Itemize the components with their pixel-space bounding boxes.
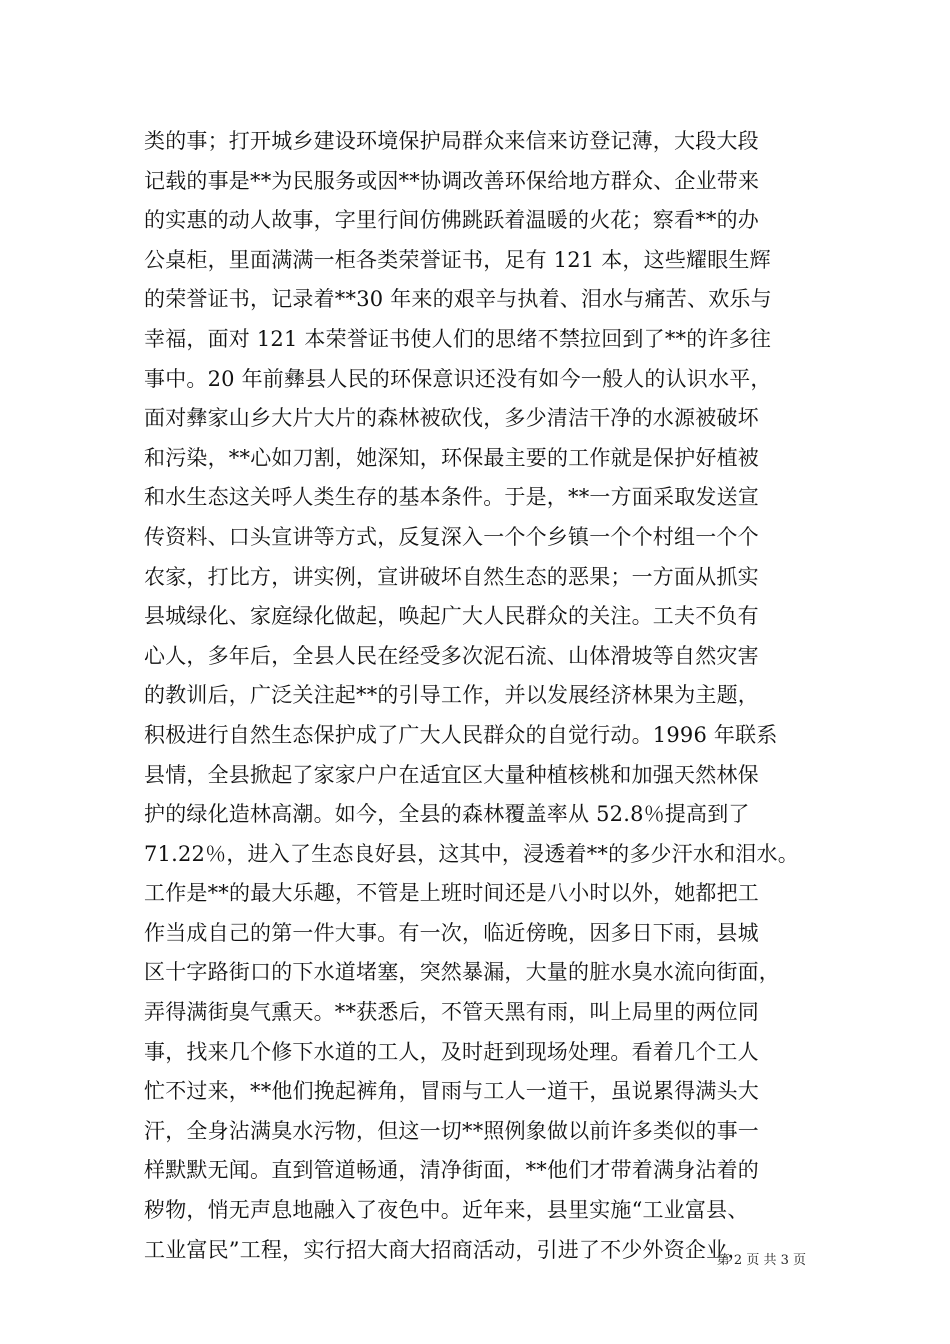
- text-line: 的实惠的动人故事，字里行间仿佛跳跃着温暖的火花；察看**的办: [144, 208, 759, 233]
- text-line: 区十字路街口的下水道堵塞，突然暴漏，大量的脏水臭水流向街面，: [144, 960, 780, 985]
- text-line: 类的事；打开城乡建设环境保护局群众来信来访登记薄，大段大段: [144, 129, 759, 153]
- text-line: 样默默无闻。直到管道畅通，清净街面，**他们才带着满身沾着的: [144, 1158, 759, 1183]
- text-line: 汗，全身沾满臭水污物，但这一切**照例象做以前许多类似的事一: [144, 1118, 759, 1143]
- text-line: 工作是**的最大乐趣，不管是上班时间还是八小时以外，她都把工: [144, 881, 759, 906]
- body-text: [144, 122, 824, 1270]
- text-line: 事，找来几个修下水道的工人，及时赶到现场处理。看着几个工人: [144, 1039, 759, 1064]
- text-line: 秽物，悄无声息地融入了夜色中。近年来，县里实施“工业富县、: [144, 1198, 749, 1223]
- text-line: 的教训后，广泛关注起**的引导工作，并以发展经济林果为主题，: [144, 683, 759, 708]
- text-line: 护的绿化造林高潮。如今，全县的森林覆盖率从 52.8％提高到了: [144, 802, 750, 827]
- text-line: 的荣誉证书，记录着**30 年来的艰辛与执着、泪水与痛苦、欢乐与: [144, 287, 772, 312]
- text-line: 记载的事是**为民服务或因**协调改善环保给地方群众、企业带来: [144, 168, 760, 193]
- text-line: 作当成自己的第一件大事。有一次，临近傍晚，因多日下雨，县城: [144, 920, 759, 945]
- text-line: 71.22％，进入了生态良好县，这其中，浸透着**的多少汗水和泪水。: [144, 841, 799, 866]
- text-line: 心人，多年后，全县人民在经受多次泥石流、山体滑坡等自然灾害: [144, 643, 759, 668]
- text-line: 弄得满街臭气熏天。**获悉后，不管天黑有雨，叫上局里的两位同: [144, 1000, 759, 1025]
- text-line: 传资料、口头宣讲等方式，反复深入一个个乡镇一个个村组一个个: [144, 524, 759, 549]
- text-line: 事中。20 年前彝县人民的环保意识还没有如今一般人的认识水平，: [144, 366, 772, 391]
- page-number-footer: 第 2 页 共 3 页: [716, 1253, 806, 1268]
- text-line: 和水生态这关呼人类生存的基本条件。于是，**一方面采取发送宣: [144, 485, 759, 510]
- text-line: 县城绿化、家庭绿化做起，唤起广大人民群众的关注。工夫不负有: [144, 604, 759, 629]
- text-line: 忙不过来，**他们挽起裤角，冒雨与工人一道干，虽说累得满头大: [144, 1079, 759, 1104]
- text-line: 农家，打比方，讲实例，宣讲破坏自然生态的恶果；一方面从抓实: [144, 564, 759, 589]
- text-line: 公桌柜，里面满满一柜各类荣誉证书，足有 121 本，这些耀眼生辉: [144, 247, 771, 272]
- text-line: 县情，全县掀起了家家户户在适宜区大量种植核桃和加强天然林保: [144, 762, 759, 787]
- text-line: 工业富民”工程，实行招大商大招商活动，引进了不少外资企业，: [144, 1237, 749, 1262]
- text-line: 和污染，**心如刀割，她深知，环保最主要的工作就是保护好植被: [144, 445, 759, 470]
- text-line: 面对彝家山乡大片大片的森林被砍伐，多少清洁干净的水源被破坏: [144, 406, 759, 431]
- text-line: 积极进行自然生态保护成了广大人民群众的自觉行动。1996 年联系: [144, 722, 778, 747]
- text-line: 幸福，面对 121 本荣誉证书使人们的思绪不禁拉回到了**的许多往: [144, 326, 772, 351]
